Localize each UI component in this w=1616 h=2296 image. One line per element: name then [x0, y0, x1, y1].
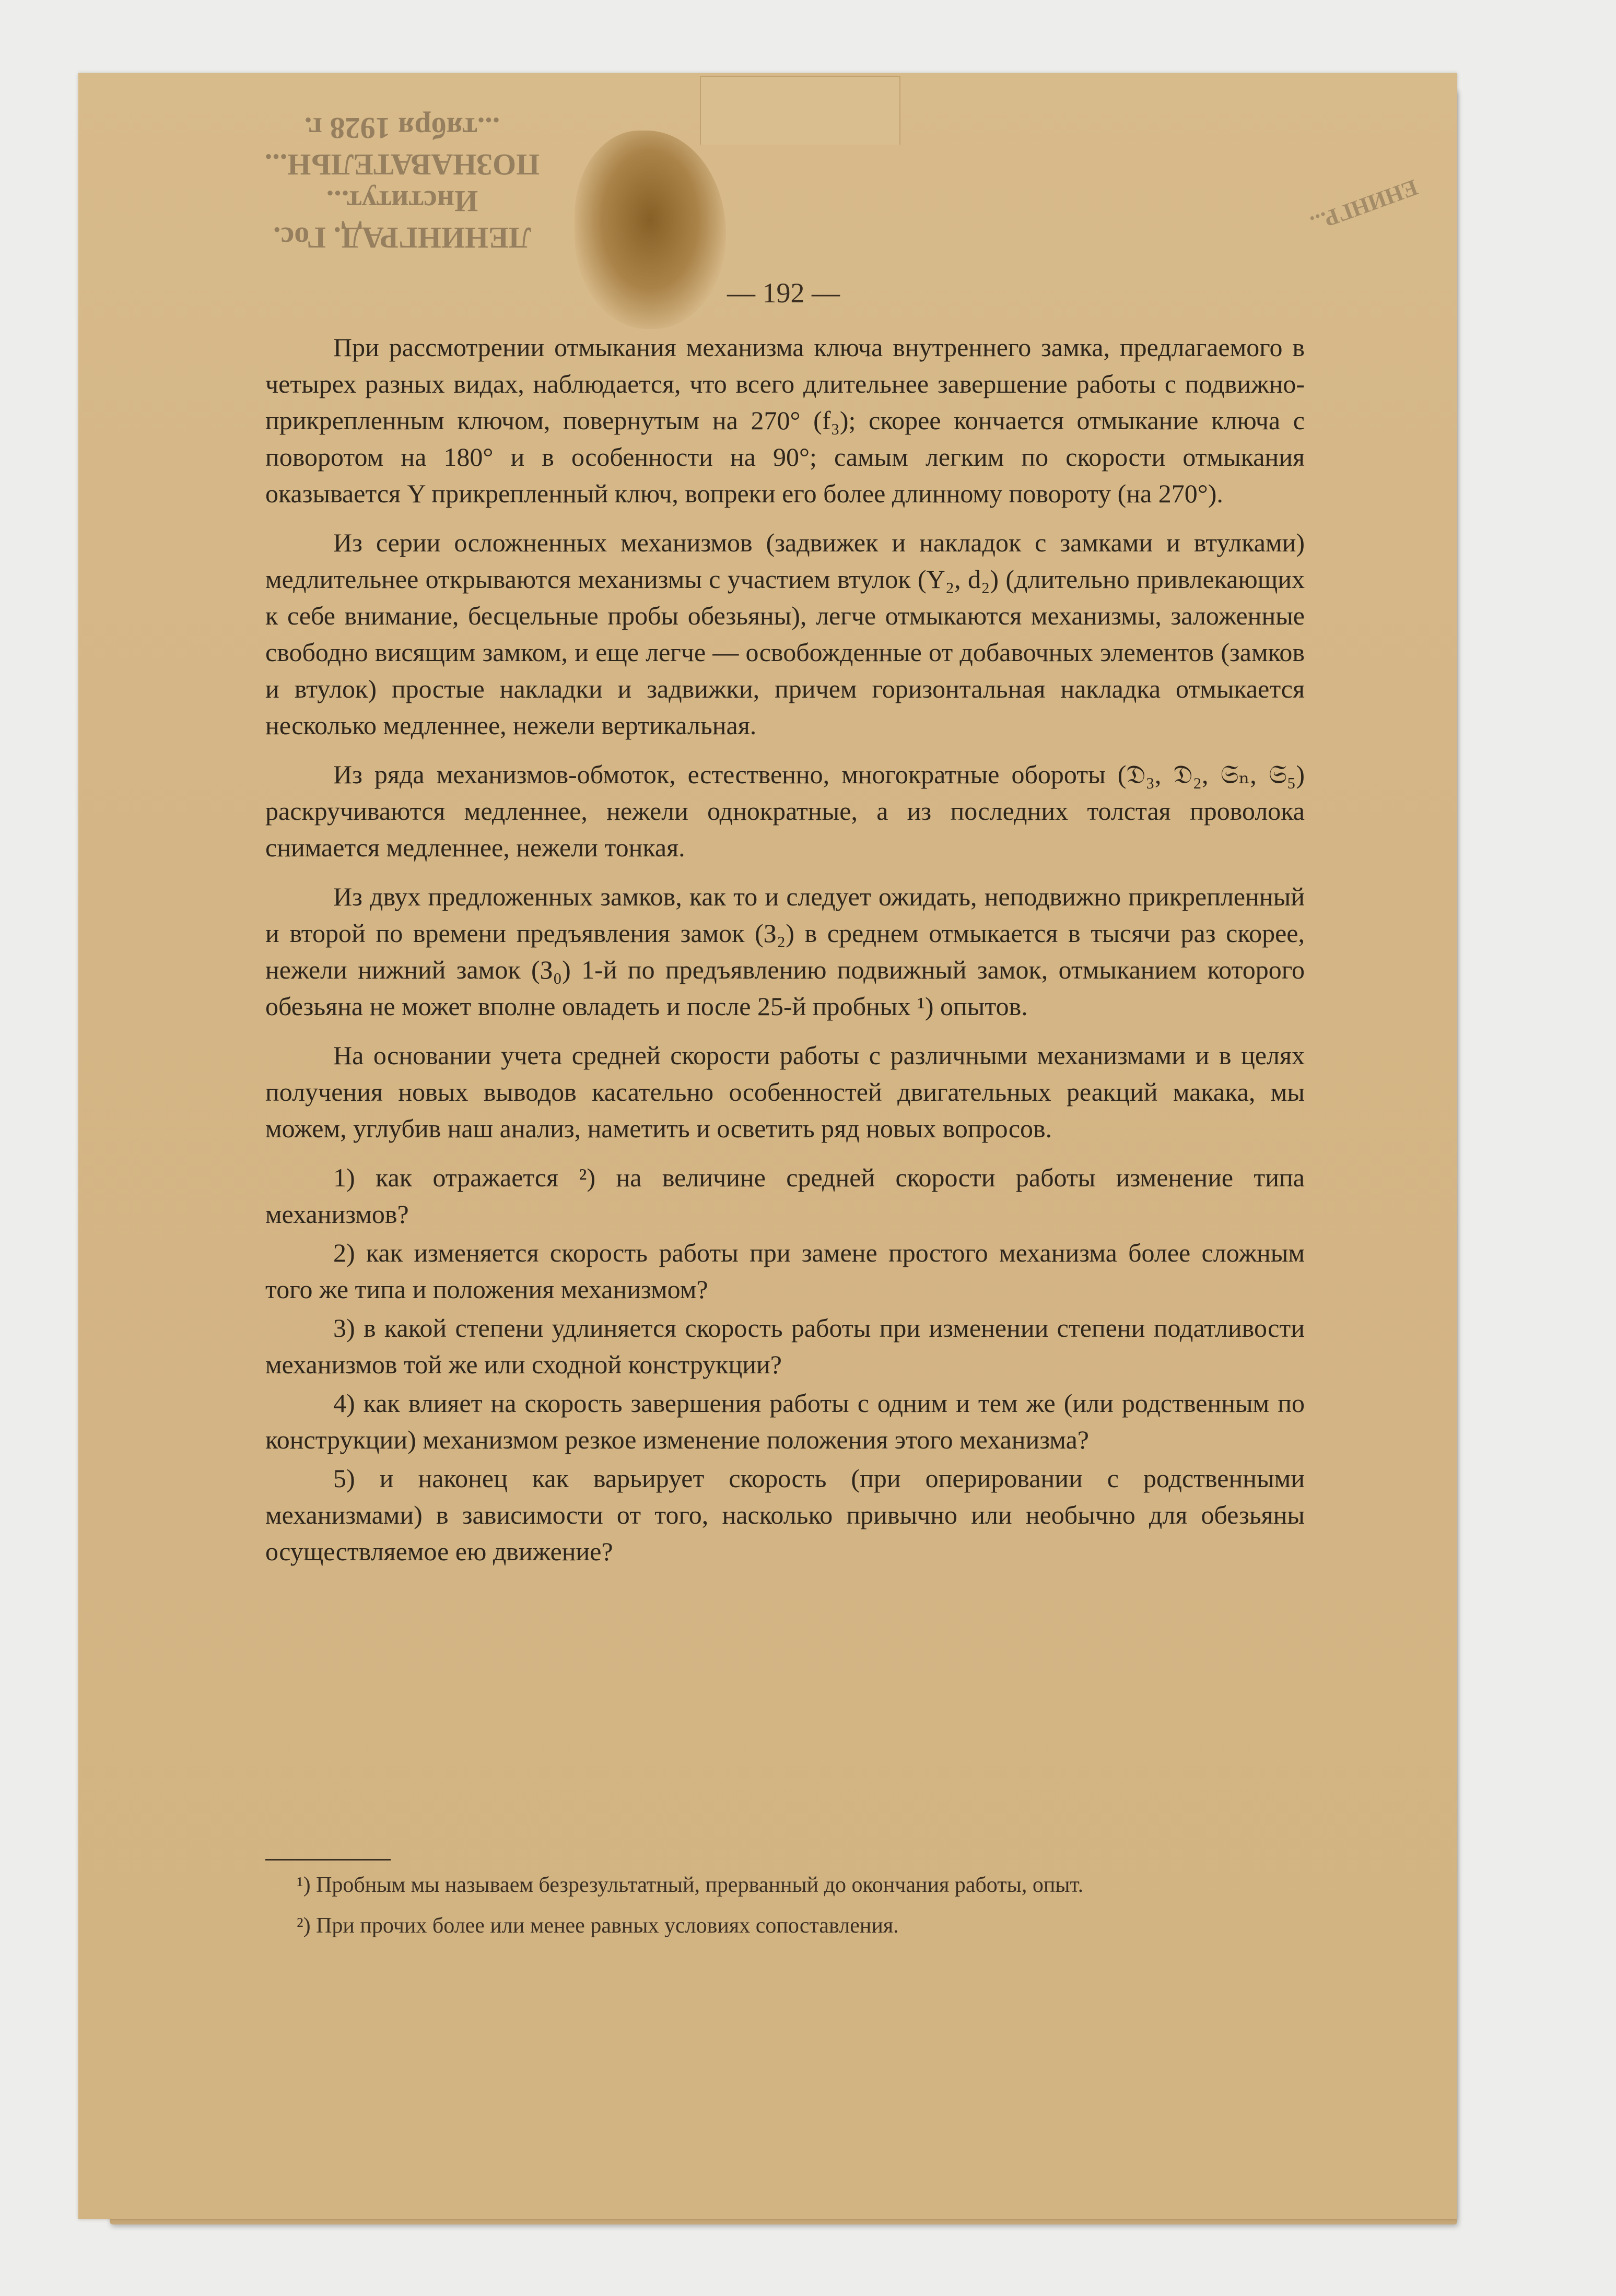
page-number: — 192 — [727, 277, 840, 309]
footnote: ¹) Пробным мы называем безрезультатный, прерванный до окончания работы, опыт. [297, 1873, 1084, 1897]
footnote: ²) При прочих более или менее равных условиях сопоставления. [297, 1914, 899, 1938]
paragraph: Из серии осложненных механизмов (задвижек и накладок с замками и втулками) медлительнее открываются механизмы с участием втулок (Y₂, d₂) (длительно привлекающих к себе внимание, бесцельные пробы обезьяны), легче отмыкаются механизмы, заложенные свободно висящим замком, и еще легче — освобожденные от добавочных элементов (замков и втулок) простые накладки и задвижки, причем горизонтальная накладка отмыкается несколько медленнее, нежели вертикальная. [265, 528, 1305, 740]
question-item: 4) как влияет на скорость завершения работы с одним и тем же (или родственным по конструкции) механизмом резкое изменение положения этого механизма? [265, 1388, 1305, 1454]
footnotes [265, 1869, 1305, 1951]
footnote-divider [265, 1859, 391, 1861]
paragraph: Из ряда механизмов-обмоток, естественно, многократные обороты (𝔇₃, 𝔇₂, 𝔖ₙ, 𝔖₅) раскручиваются медленнее, нежели однократные, а из последних толстая проволока снимается медленнее, нежели тонкая. [265, 760, 1305, 862]
question-item: 3) в какой степени удлиняется скорость работы при изменении степени податливости механизмов той же или сходной конструкции? [265, 1313, 1305, 1379]
paper-tab [700, 76, 900, 145]
library-stamp-right: ЕНИНГР... [1307, 174, 1421, 237]
question-item: 5) и наконец как варьирует скорость (при оперировании с родственными механизмами) в зависимости от того, насколько привычно или необычно для обезьяны осуществляемое ею движение? [265, 1464, 1305, 1566]
body-text [265, 329, 1305, 1572]
library-stamp: ЛЕНИНГРАД. Гос. Институт... ПОЗНАВАТЕЛЬН... ...тября 1928 г. [264, 111, 540, 255]
paragraph: Из двух предложенных замков, как то и следует ожидать, неподвижно прикрепленный и второй по времени предъявления замок (З₂) в среднем отмыкается в тысячи раз скорее, нежели нижний замок (З₀) 1-й по предъявлению подвижный замок, отмыканием которого обезьяна не может вполне овладеть и после 25-й пробных ¹) опытов. [265, 882, 1305, 1021]
question-item: 1) как отражается ²) на величине средней скорости работы изменение типа механизмов? [265, 1163, 1305, 1229]
paragraph: При рассмотрении отмыкания механизма ключа внутреннего замка, предлагаемого в четырех разных видах, наблюдается, что всего длительнее завершение работы с подвижно-прикрепленным ключом, повернутым на 270° (f₃); скорее кончается отмыкание ключа с поворотом на 180° и в особенности на 90°; самым легким по скорости отмыкания оказывается Y прикрепленный ключ, вопреки его более длинному повороту (на 270°). [265, 333, 1305, 508]
paragraph: На основании учета средней скорости работы с различными механизмами и в целях получения новых выводов касательно особенностей двигательных реакций макака, мы можем, углубив наш анализ, наметить и осветить ряд новых вопросов. [265, 1041, 1305, 1143]
question-item: 2) как изменяется скорость работы при замене простого механизма более сложным того же типа и положения механизмом? [265, 1238, 1305, 1304]
